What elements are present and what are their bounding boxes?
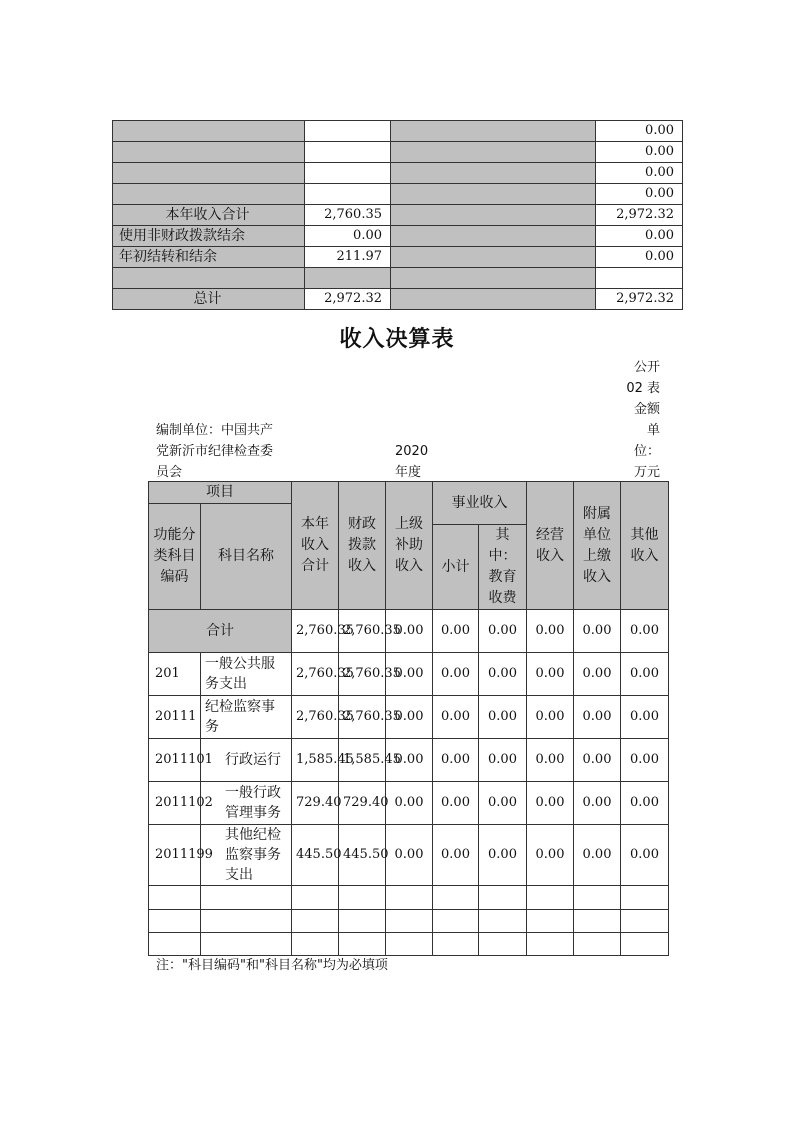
row-value xyxy=(305,142,391,163)
row-value: 0.00 xyxy=(305,226,391,247)
table-number-line-2: 02 表 xyxy=(626,381,660,396)
top-summary-table xyxy=(112,120,683,310)
unit-label-line-3: 位： xyxy=(633,444,660,459)
cell-other: 0.00 xyxy=(621,825,669,886)
header-total-income: 本年收入合计 xyxy=(292,482,339,610)
compiling-unit-line-2: 党新沂市纪律检查委 xyxy=(156,444,274,459)
cell-upper: 0.00 xyxy=(386,739,433,782)
row-gray-cell xyxy=(391,268,596,289)
row-value: 211.97 xyxy=(305,247,391,268)
cell-edu: 0.00 xyxy=(479,825,527,886)
cell-edu: 0.00 xyxy=(479,739,527,782)
header-function-code: 功能分类科目编码 xyxy=(149,504,201,610)
row-value: 0.00 xyxy=(596,142,683,163)
row-value xyxy=(305,268,391,289)
cell-operating: 0.00 xyxy=(527,696,574,739)
row-value: 2,760.35 xyxy=(305,205,391,226)
header-upper-subsidy: 上级补助收入 xyxy=(386,482,433,610)
table-row xyxy=(149,696,669,739)
row-value: 0.00 xyxy=(596,121,683,142)
cell-name: 纪检监察事务 xyxy=(201,696,292,739)
cell-operating: 0.00 xyxy=(527,825,574,886)
compiling-unit xyxy=(156,420,296,483)
cell-other: 0.00 xyxy=(621,653,669,696)
cell-subtotal: 0.00 xyxy=(433,696,479,739)
cell-other: 0.00 xyxy=(621,782,669,825)
cell-edu: 0.00 xyxy=(479,653,527,696)
cell-fiscal: 445.50 xyxy=(339,825,386,886)
row-gray-cell xyxy=(391,184,596,205)
cell-affiliated: 0.00 xyxy=(574,739,621,782)
header-business-income: 事业收入 xyxy=(433,482,527,525)
row-value xyxy=(305,121,391,142)
cell-code: 2011199 xyxy=(149,825,201,886)
table-row xyxy=(149,653,669,696)
table-row xyxy=(113,184,683,205)
table-row xyxy=(113,163,683,184)
cell-affiliated: 0.00 xyxy=(574,653,621,696)
row-label xyxy=(113,121,305,142)
cell-upper: 0.00 xyxy=(386,653,433,696)
row-gray-cell xyxy=(391,288,596,309)
row-label xyxy=(113,184,305,205)
row-gray-cell xyxy=(391,205,596,226)
cell-edu: 0.00 xyxy=(479,610,527,653)
row-value: 2,972.32 xyxy=(596,205,683,226)
cell-total-income: 729.40 xyxy=(292,782,339,825)
cell-affiliated: 0.00 xyxy=(574,610,621,653)
cell-other: 0.00 xyxy=(621,739,669,782)
cell-subtotal: 0.00 xyxy=(433,782,479,825)
row-value xyxy=(305,163,391,184)
row-label: 本年收入合计 xyxy=(113,205,305,226)
total-label: 合计 xyxy=(149,610,292,653)
cell-affiliated: 0.00 xyxy=(574,782,621,825)
header-edu-fee: 其中：教育收费 xyxy=(479,525,527,610)
cell-total-income: 1,585.45 xyxy=(292,739,339,782)
row-label: 使用非财政拨款结余 xyxy=(113,226,305,247)
cell-affiliated: 0.00 xyxy=(574,825,621,886)
table-number-line-1: 公开 xyxy=(633,360,660,375)
table-row xyxy=(149,782,669,825)
row-gray-cell xyxy=(391,247,596,268)
cell-subtotal: 0.00 xyxy=(433,610,479,653)
compiling-unit-line-1: 编制单位：中国共产 xyxy=(156,423,274,438)
row-value: 0.00 xyxy=(596,163,683,184)
cell-edu: 0.00 xyxy=(479,696,527,739)
row-label: 总计 xyxy=(113,288,305,309)
header-subtotal: 小计 xyxy=(433,525,479,610)
cell-operating: 0.00 xyxy=(527,782,574,825)
row-value: 2,972.32 xyxy=(305,288,391,309)
cell-subtotal: 0.00 xyxy=(433,739,479,782)
table-row xyxy=(113,288,683,309)
table-row xyxy=(113,226,683,247)
cell-operating: 0.00 xyxy=(527,653,574,696)
cell-fiscal: 729.40 xyxy=(339,782,386,825)
unit-label-line-4: 万元 xyxy=(633,465,660,480)
cell-upper: 0.00 xyxy=(386,696,433,739)
cell-name: 一般行政管理事务 xyxy=(201,782,292,825)
row-value xyxy=(596,268,683,289)
row-value: 2,972.32 xyxy=(596,288,683,309)
fiscal-year-line-1: 2020 xyxy=(395,444,429,459)
header-fiscal-appropriation: 财政拨款收入 xyxy=(339,482,386,610)
row-gray-cell xyxy=(391,142,596,163)
cell-upper: 0.00 xyxy=(386,610,433,653)
cell-total-income: 2,760.35 xyxy=(292,653,339,696)
cell-edu: 0.00 xyxy=(479,782,527,825)
table-row-empty xyxy=(149,933,669,956)
header-affiliated-income: 附属单位上缴收入 xyxy=(574,482,621,610)
unit-label-line-1: 金额 xyxy=(633,402,660,417)
row-value: 0.00 xyxy=(596,247,683,268)
table-row xyxy=(113,205,683,226)
cell-code: 2011101 xyxy=(149,739,201,782)
cell-upper: 0.00 xyxy=(386,782,433,825)
table-row xyxy=(149,739,669,782)
cell-affiliated: 0.00 xyxy=(574,696,621,739)
cell-fiscal: 2,760.35 xyxy=(339,696,386,739)
cell-operating: 0.00 xyxy=(527,610,574,653)
cell-code: 20111 xyxy=(149,696,201,739)
table-row xyxy=(113,142,683,163)
cell-total-income: 445.50 xyxy=(292,825,339,886)
footnote: 注："科目编码"和"科目名称"均为必填项 xyxy=(156,958,388,973)
row-label xyxy=(113,142,305,163)
cell-upper: 0.00 xyxy=(386,825,433,886)
cell-other: 0.00 xyxy=(621,696,669,739)
cell-fiscal: 1,585.45 xyxy=(339,739,386,782)
header-other-income: 其他收入 xyxy=(621,482,669,610)
cell-name: 一般公共服务支出 xyxy=(201,653,292,696)
row-gray-cell xyxy=(391,163,596,184)
fiscal-year-line-2: 年度 xyxy=(395,465,422,480)
cell-operating: 0.00 xyxy=(527,739,574,782)
header-subject-name: 科目名称 xyxy=(201,504,292,610)
cell-subtotal: 0.00 xyxy=(433,653,479,696)
cell-fiscal: 2,760.35 xyxy=(339,653,386,696)
table-row xyxy=(149,825,669,886)
row-value: 0.00 xyxy=(596,184,683,205)
unit-label-line-2: 单 xyxy=(646,423,660,438)
row-gray-cell xyxy=(391,121,596,142)
fiscal-year xyxy=(395,441,435,483)
cell-subtotal: 0.00 xyxy=(433,825,479,886)
income-table xyxy=(148,481,669,956)
row-label: 年初结转和结余 xyxy=(113,247,305,268)
row-gray-cell xyxy=(391,226,596,247)
table-row xyxy=(113,247,683,268)
page-title: 收入决算表 xyxy=(339,327,455,352)
cell-name: 行政运行 xyxy=(201,739,292,782)
cell-fiscal: 2,760.35 xyxy=(339,610,386,653)
table-row-empty xyxy=(149,886,669,910)
compiling-unit-line-3: 员会 xyxy=(156,465,183,480)
row-value: 0.00 xyxy=(596,226,683,247)
row-value xyxy=(305,184,391,205)
cell-other: 0.00 xyxy=(621,610,669,653)
cell-code: 2011102 xyxy=(149,782,201,825)
cell-total-income: 2,760.35 xyxy=(292,696,339,739)
cell-total-income: 2,760.35 xyxy=(292,610,339,653)
table-row xyxy=(113,121,683,142)
table-row xyxy=(113,268,683,289)
row-label xyxy=(113,163,305,184)
header-operating-income: 经营收入 xyxy=(527,482,574,610)
table-row-empty xyxy=(149,910,669,933)
row-label xyxy=(113,268,305,289)
cell-name: 其他纪检监察事务支出 xyxy=(201,825,292,886)
cell-code: 201 xyxy=(149,653,201,696)
table-row-total xyxy=(149,610,669,653)
header-project: 项目 xyxy=(149,482,292,504)
